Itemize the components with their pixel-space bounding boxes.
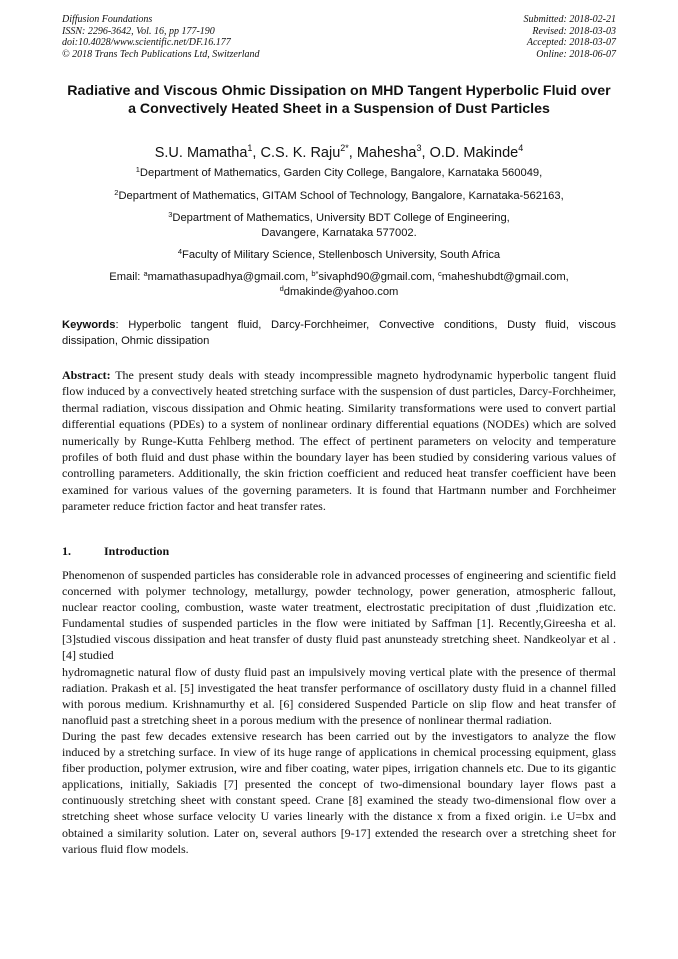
author-affil-sup: 3 xyxy=(416,143,422,153)
affiliation-sup: 4 xyxy=(177,247,182,256)
affiliation-text: Faculty of Military Science, Stellenbosch University, South Africa xyxy=(182,249,501,261)
doi-line: doi:10.4028/www.scientific.net/DF.16.177 xyxy=(62,37,231,48)
affiliation-3 xyxy=(62,211,616,241)
email-address: maheshubdt@gmail.com xyxy=(441,271,566,283)
affiliation-sup: 3 xyxy=(168,210,173,219)
keywords-block xyxy=(62,318,616,349)
affiliation-sup: 1 xyxy=(135,165,140,174)
email-sup: a xyxy=(143,269,148,278)
author-affil-sup: 1 xyxy=(247,143,253,153)
author-sep: , xyxy=(421,145,430,161)
affiliation-4 xyxy=(62,248,616,263)
body-paragraph: Phenomenon of suspended particles has considerable role in advanced processes of engineering and scientific field concerned with polymer technology, metallurgy, powder technology, power generation, atmospheric fallout, nuclear reactor cooling, combustion, waste water treatment, electrostatic precipitation of dust ,fluidization etc. Fundamental studies of suspended particles in the flow were initiated by Saffman [1]. Recently,Gireesha et al. [3]studied viscous dissipation and heat transfer of dusty fluid past anunsteady stretching sheet. Nandkeolyar et al .[4] studied xyxy=(62,568,616,663)
email-list xyxy=(62,270,616,300)
body-paragraph: hydromagnetic natural flow of dusty fluid past an impulsively moving vertical plate with the presence of thermal radiation. Prakash et al. [5] investigated the heat transfer performance of oscillatory dusty fluid in a channel filled with porous medium. Krishnamurthy et al. [6] considered Suspended Particle on slip flow and heat transfer of nanofluid past a stretching sheet in a porous medium with the presence of nonlinear thermal radiation. xyxy=(62,664,616,727)
author-affil-sup: 2* xyxy=(340,143,349,153)
author-sep: , xyxy=(252,145,261,161)
affiliation-2 xyxy=(62,189,616,204)
submitted-date: Submitted: 2018-02-21 xyxy=(523,14,616,25)
email-sup: d xyxy=(279,284,284,293)
affiliation-text: Department of Mathematics, University BDT College of Engineering, xyxy=(172,212,510,224)
affiliation-text: Department of Mathematics, GITAM School of Technology, Bangalore, Karnataka-562163, xyxy=(118,190,564,202)
author-affil-sup: 4 xyxy=(518,143,524,153)
author-name: Mahesha xyxy=(356,145,417,161)
keywords-text: : Hyperbolic tangent fluid, Darcy-Forchheimer, Convective conditions, Dusty fluid, viscous dissipation, Ohmic dissipation xyxy=(62,319,616,347)
copyright-line: © 2018 Trans Tech Publications Ltd, Switzerland xyxy=(62,48,260,60)
email-sep: , xyxy=(305,271,312,283)
body-paragraph: During the past few decades extensive research has been carried out by the investigators to analyze the flow induced by a stretching surface. In view of its huge range of applications in chemical processing equipment, glass fiber production, polymer extrusion, wire and fiber coating, water pipes, irrigation channels etc. Due to its gigantic applications, initially, Sakiadis [7] presented the concept of two-dimensional boundary layer flows past a continuously stretching sheet with constant speed. Crane [8] examined the steady two-dimensional flow over a stretching sheet whose surface velocity U varies linearly with the distance x from a fixed origin. i.e U=bx and obtained a similarity solution. Later on, several authors [9-17] extended the research over a stretching sheet for various fluid flow models. xyxy=(62,728,616,856)
author-list xyxy=(62,144,616,162)
abstract-label: Abstract: xyxy=(62,368,111,382)
abstract-block xyxy=(62,367,616,515)
section-number: 1. xyxy=(62,544,71,558)
section-title: Introduction xyxy=(104,544,170,558)
header-left xyxy=(62,14,260,60)
issn-line: ISSN: 2296-3642, Vol. 16, pp 177-190 xyxy=(62,25,215,37)
keywords-label: Keywords xyxy=(62,319,116,331)
paper-title: Radiative and Viscous Ohmic Dissipation on MHD Tangent Hyperbolic Fluid over a Convectively Heated Sheet in a Suspension of Dust Particles xyxy=(67,83,611,117)
section-heading xyxy=(62,544,616,559)
author-name: O.D. Makinde xyxy=(429,145,519,161)
affiliation-1 xyxy=(62,166,616,181)
email-sep: , xyxy=(565,271,569,283)
header-right xyxy=(524,14,617,60)
email-sup: c xyxy=(437,269,442,278)
email-address: mamathasupadhya@gmail.com xyxy=(147,271,306,283)
revised-date: Revised: 2018-03-03 xyxy=(532,25,616,37)
author-sep: , xyxy=(348,145,357,161)
email-address: sivaphd90@gmail.com xyxy=(318,271,432,283)
email-sep: , xyxy=(431,271,438,283)
author-name: C.S. K. Raju xyxy=(260,145,341,161)
email-sup: b* xyxy=(311,269,319,278)
affiliation-text-line2: Davangere, Karnataka 577002. xyxy=(261,227,417,239)
email-label: Email: xyxy=(109,271,144,283)
online-date: Online: 2018-06-07 xyxy=(536,48,616,60)
author-name: S.U. Mamatha xyxy=(154,145,248,161)
email-address: dmakinde@yahoo.com xyxy=(283,286,399,298)
abstract-text: The present study deals with steady incompressible magneto hydrodynamic hyperbolic tangent fluid flow induced by a convectively heated stretching surface with the suspension of dust particles, Darcy-Forchheimer, thermal radiation, viscous dissipation and Ohmic heating. Similarity transformations were used to convert partial differential equations (PDEs) to a system of nonlinear ordinary differential equations (NODEs) which are solved numerically by Runge-Kutta Fehlberg method. The effect of pertinent parameters on velocity and temperature profiles of both fluid and dust phase within the boundary layer has been studied by considering various values of controlling parameters. Additionally, the skin friction coefficient and reduced heat transfer coefficient have been examined for various values of the governing parameters. It is found that Hartmann number and Forchheimer parameter reduce friction factor and heat transfer rates. xyxy=(62,368,616,514)
accepted-date: Accepted: 2018-03-07 xyxy=(526,37,616,48)
introduction-body xyxy=(62,567,616,857)
journal-name: Diffusion Foundations xyxy=(62,14,153,25)
affiliation-sup: 2 xyxy=(114,188,119,197)
affiliation-text: Department of Mathematics, Garden City College, Bangalore, Karnataka 560049, xyxy=(139,167,543,179)
